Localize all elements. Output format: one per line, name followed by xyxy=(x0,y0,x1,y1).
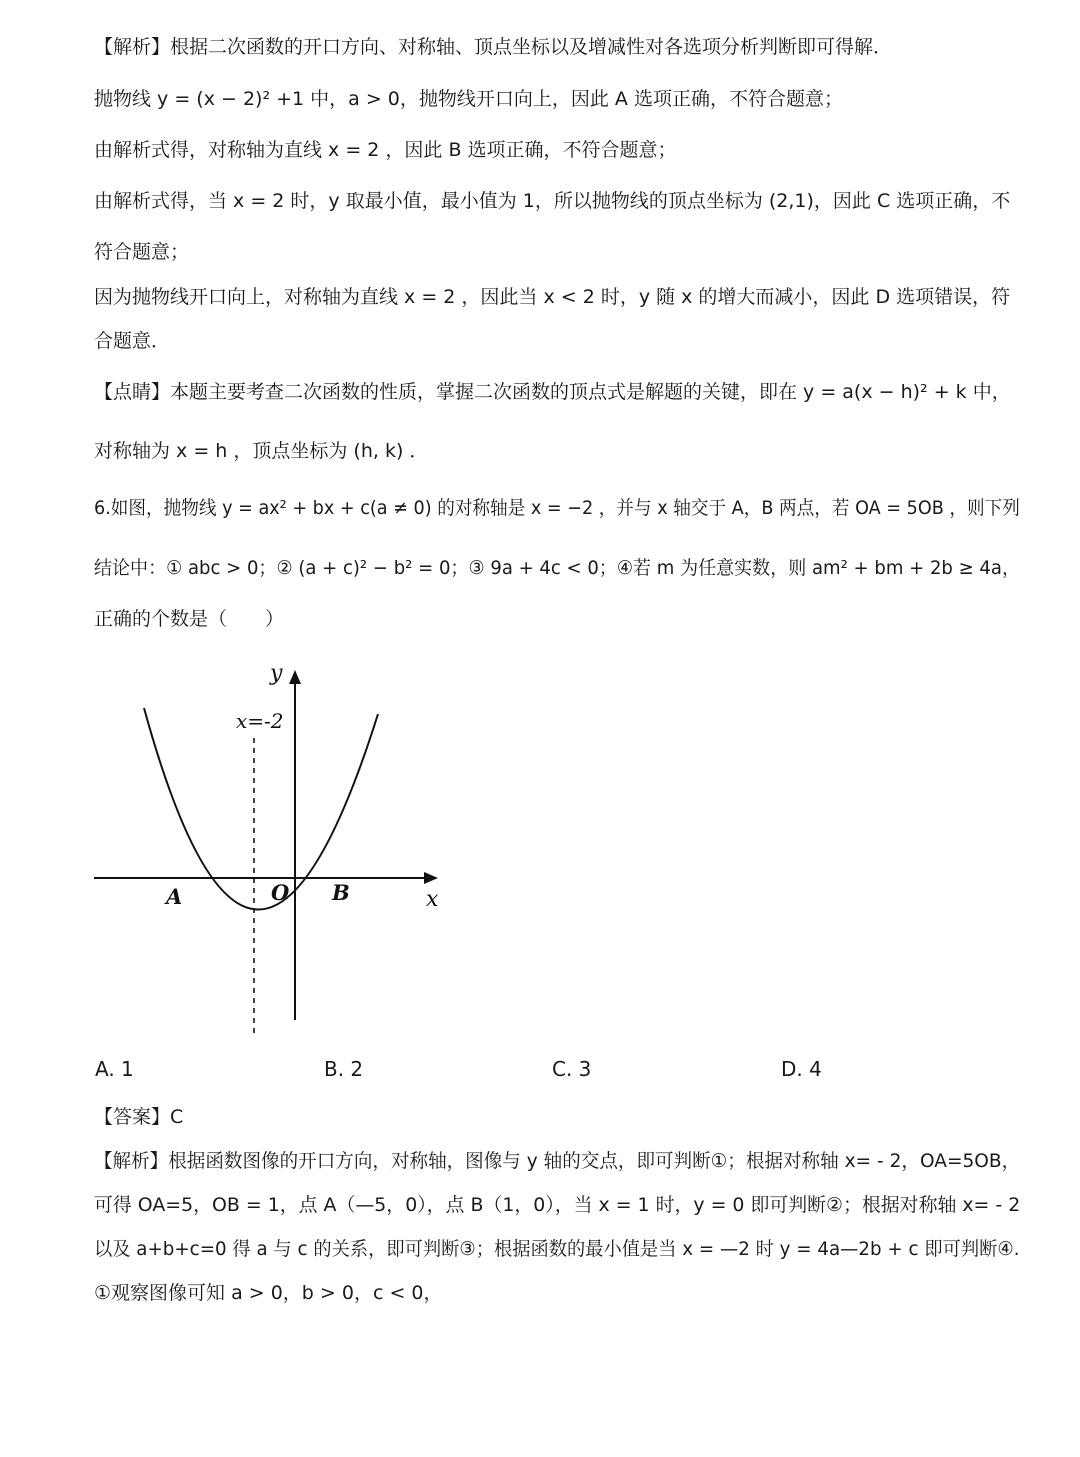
prev-line-b: 由解析式得，对称轴为直线 x = 2 ，因此 B 选项正确，不符合题意； xyxy=(94,139,677,161)
option-c[interactable]: C. 3 xyxy=(552,1057,592,1081)
comment-line-1: 【点睛】本题主要考查二次函数的性质，掌握二次函数的顶点式是解题的关键，即在 y = a(x − h)² + k 中， xyxy=(94,381,1011,403)
question-stem-3: 正确的个数是（ ） xyxy=(94,608,285,630)
prev-line-c1: 由解析式得，当 x = 2 时，y 取最小值，最小值为 1，所以抛物线的顶点坐标为 (2,1)，因此 C 选项正确，不 xyxy=(94,190,1011,212)
prev-line-d1: 因为抛物线开口向上，对称轴为直线 x = 2 ，因此当 x < 2 时，y 随 x 的增大而减小，因此 D 选项错误，符 xyxy=(94,286,1011,308)
answer-analysis-1: 【解析】根据函数图像的开口方向，对称轴，图像与 y 轴的交点，即可判断①；根据对称轴 x= - 2，OA=5OB， xyxy=(94,1150,1021,1172)
prev-analysis: 【解析】根据二次函数的开口方向、对称轴、顶点坐标以及增减性对各选项分析判断即可得解． xyxy=(94,36,893,58)
point-a-label: A xyxy=(166,884,183,909)
option-b[interactable]: B. 2 xyxy=(324,1057,364,1081)
x-axis-label: x xyxy=(426,887,439,912)
option-a[interactable]: A. 1 xyxy=(95,1057,134,1081)
y-axis-label: y xyxy=(270,661,283,686)
question-stem-1: 6.如图，抛物线 y = ax² + bx + c(a ≠ 0) 的对称轴是 x = −2 ，并与 x 轴交于 A，B 两点，若 OA = 5OB ，则下列 xyxy=(94,497,1020,519)
origin-label: O xyxy=(271,880,290,905)
point-b-label: B xyxy=(332,880,350,905)
prev-line-a: 抛物线 y = (x − 2)² +1 中，a > 0，抛物线开口向上，因此 A 选项正确，不符合题意； xyxy=(94,88,843,110)
answer-analysis-2: 可得 OA=5，OB = 1，点 A（—5，0），点 B（1，0），当 x = 1 时，y = 0 即可判断②；根据对称轴 x= - 2 xyxy=(94,1194,1021,1216)
question-stem-2: 结论中：① abc > 0；② (a + c)² − b² = 0；③ 9a + 4c < 0；④若 m 为任意实数，则 am² + bm + 2b ≥ 4a， xyxy=(94,557,1020,579)
prev-line-d2: 合题意． xyxy=(94,330,171,352)
comment-line-2: 对称轴为 x = h ，顶点坐标为 (h, k) ． xyxy=(94,440,429,462)
x-axis-arrow xyxy=(424,872,438,884)
parabola-figure xyxy=(80,650,460,1055)
answer-line: 【答案】C xyxy=(94,1106,184,1128)
option-d[interactable]: D. 4 xyxy=(781,1057,822,1081)
y-axis-arrow xyxy=(289,670,301,684)
symmetry-label: x=-2 xyxy=(236,709,284,733)
answer-analysis-4: ①观察图像可知 a > 0，b > 0，c < 0， xyxy=(94,1282,443,1304)
answer-analysis-3: 以及 a+b+c=0 得 a 与 c 的关系，即可判断③；根据函数的最小值是当 x = —2 时 y = 4a—2b + c 即可判断④. xyxy=(94,1238,1020,1260)
prev-line-c2: 符合题意； xyxy=(94,241,190,263)
